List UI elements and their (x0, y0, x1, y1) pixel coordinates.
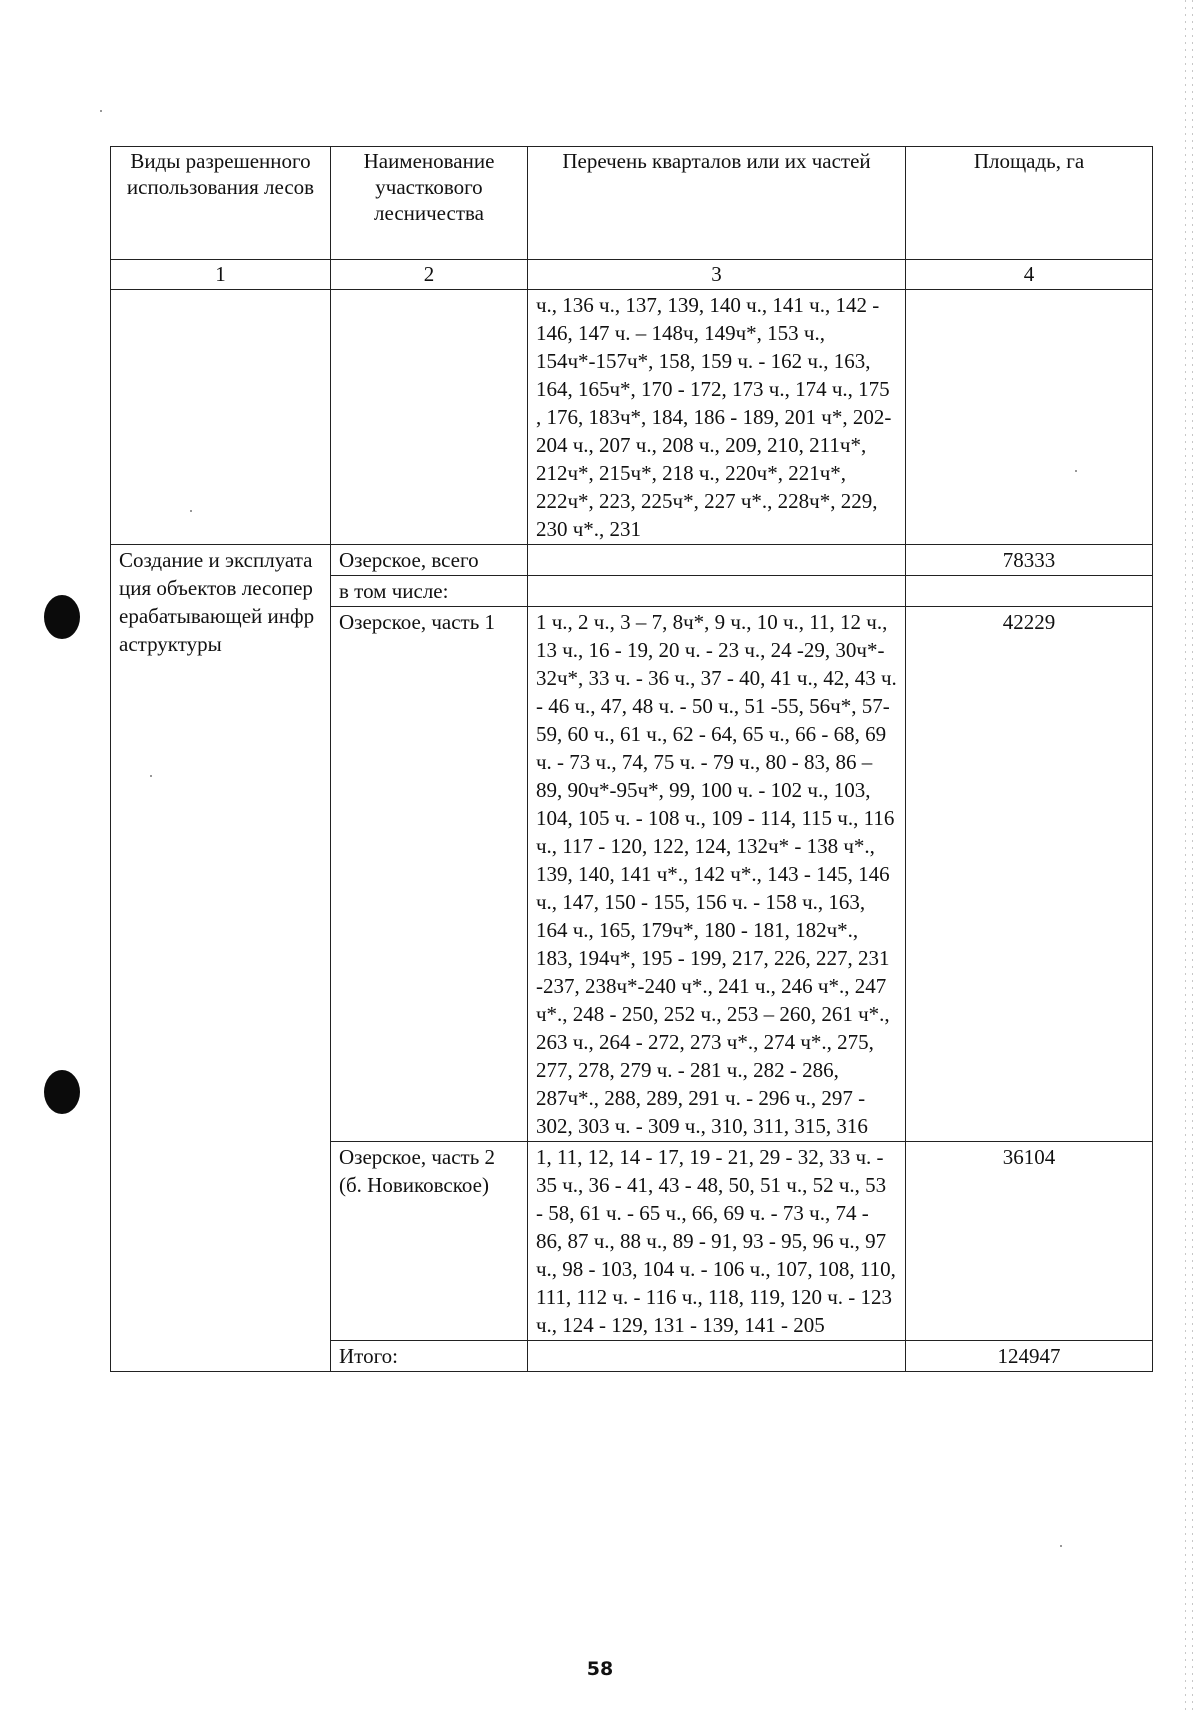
area-cell: 42229 (906, 607, 1153, 1142)
scan-edge-line (1192, 0, 1193, 1711)
scan-speck (1060, 1545, 1062, 1547)
table-row (111, 545, 1153, 576)
area-cell (906, 576, 1153, 607)
header-use-type: Виды разрешенного использования лесов (111, 147, 331, 260)
quarters-cell (528, 1341, 906, 1372)
scan-edge-line (1185, 0, 1186, 1711)
column-number: 3 (528, 260, 906, 290)
quarters-cell (528, 545, 906, 576)
header-area: Площадь, га (906, 147, 1153, 260)
area-cell: 78333 (906, 545, 1153, 576)
column-number: 2 (331, 260, 528, 290)
scan-speck (100, 110, 102, 112)
quarters-cell (528, 576, 906, 607)
forestry-cell: Итого: (331, 1341, 528, 1372)
forest-use-table (110, 146, 1153, 1372)
table-header-row (111, 147, 1153, 260)
forestry-cell: Озерское, часть 1 (331, 607, 528, 1142)
column-number: 1 (111, 260, 331, 290)
punch-hole-bottom (44, 1070, 80, 1114)
page-number: 58 (586, 1658, 614, 1680)
forestry-cell: Озерское, часть 2 (б. Новиковское) (331, 1142, 528, 1341)
quarters-cell: 1, 11, 12, 14 - 17, 19 - 21, 29 - 32, 33 ч. - 35 ч., 36 - 41, 43 - 48, 50, 51 ч., 52 ч., 53 - 58, 61 ч. - 65 ч., 66, 69 ч. - 73 ч., 74 - 86, 87 ч., 88 ч., 89 - 91, 93 - 95, 96 ч., 97 ч., 98 - 103, 104 ч. - 106 ч., 107, 108, 110, 111, 112 ч. - 116 ч., 118, 119, 120 ч. - 123 ч., 124 - 129, 131 - 139, 141 - 205 (528, 1142, 906, 1341)
table-row-continued (111, 290, 1153, 545)
punch-hole-top (44, 595, 80, 639)
forestry-cell: в том числе: (331, 576, 528, 607)
header-quarters: Перечень кварталов или их частей (528, 147, 906, 260)
forestry-cell: Озерское, всего (331, 545, 528, 576)
area-cell: 36104 (906, 1142, 1153, 1341)
quarters-cell: ч., 136 ч., 137, 139, 140 ч., 141 ч., 142 - 146, 147 ч. – 148ч, 149ч*, 153 ч., 154ч*-157ч*, 158, 159 ч. - 162 ч., 163, 164, 165ч*, 170 - 172, 173 ч., 174 ч., 175 , 176, 183ч*, 184, 186 - 189, 201 ч*, 202- 204 ч., 207 ч., 208 ч., 209, 210, 211ч*, 212ч*, 215ч*, 218 ч., 220ч*, 221ч*, 222ч*, 223, 225ч*, 227 ч*., 228ч*, 229, 230 ч*., 231 (528, 290, 906, 545)
column-number: 4 (906, 260, 1153, 290)
use-type-cell: Создание и эксплуатация объектов лесоперерабатывающей инфраструктуры (111, 545, 331, 1372)
column-number-row (111, 260, 1153, 290)
header-forestry: Наименование участкового лесничества (331, 147, 528, 260)
quarters-cell: 1 ч., 2 ч., 3 – 7, 8ч*, 9 ч., 10 ч., 11, 12 ч., 13 ч., 16 - 19, 20 ч. - 23 ч., 24 -29, 30ч*- 32ч*, 33 ч. - 36 ч., 37 - 40, 41 ч., 42, 43 ч. - 46 ч., 47, 48 ч. - 50 ч., 51 -55, 56ч*, 57- 59, 60 ч., 61 ч., 62 - 64, 65 ч., 66 - 68, 69 ч. - 73 ч., 74, 75 ч. - 79 ч., 80 - 83, 86 – 89, 90ч*-95ч*, 99, 100 ч. - 102 ч., 103, 104, 105 ч. - 108 ч., 109 - 114, 115 ч., 116 ч., 117 - 120, 122, 124, 132ч* - 138 ч*., 139, 140, 141 ч*., 142 ч*., 143 - 145, 146 ч., 147, 150 - 155, 156 ч. - 158 ч., 163, 164 ч., 165, 179ч*, 180 - 181, 182ч*., 183, 194ч*, 195 - 199, 217, 226, 227, 231 -237, 238ч*-240 ч*., 241 ч., 246 ч*., 247 ч*., 248 - 250, 252 ч., 253 – 260, 261 ч*., 263 ч., 264 - 272, 273 ч*., 274 ч*., 275, 277, 278, 279 ч. - 281 ч., 282 - 286, 287ч*., 288, 289, 291 ч. - 296 ч., 297 - 302, 303 ч. - 309 ч., 310, 311, 315, 316 (528, 607, 906, 1142)
area-cell: 124947 (906, 1341, 1153, 1372)
